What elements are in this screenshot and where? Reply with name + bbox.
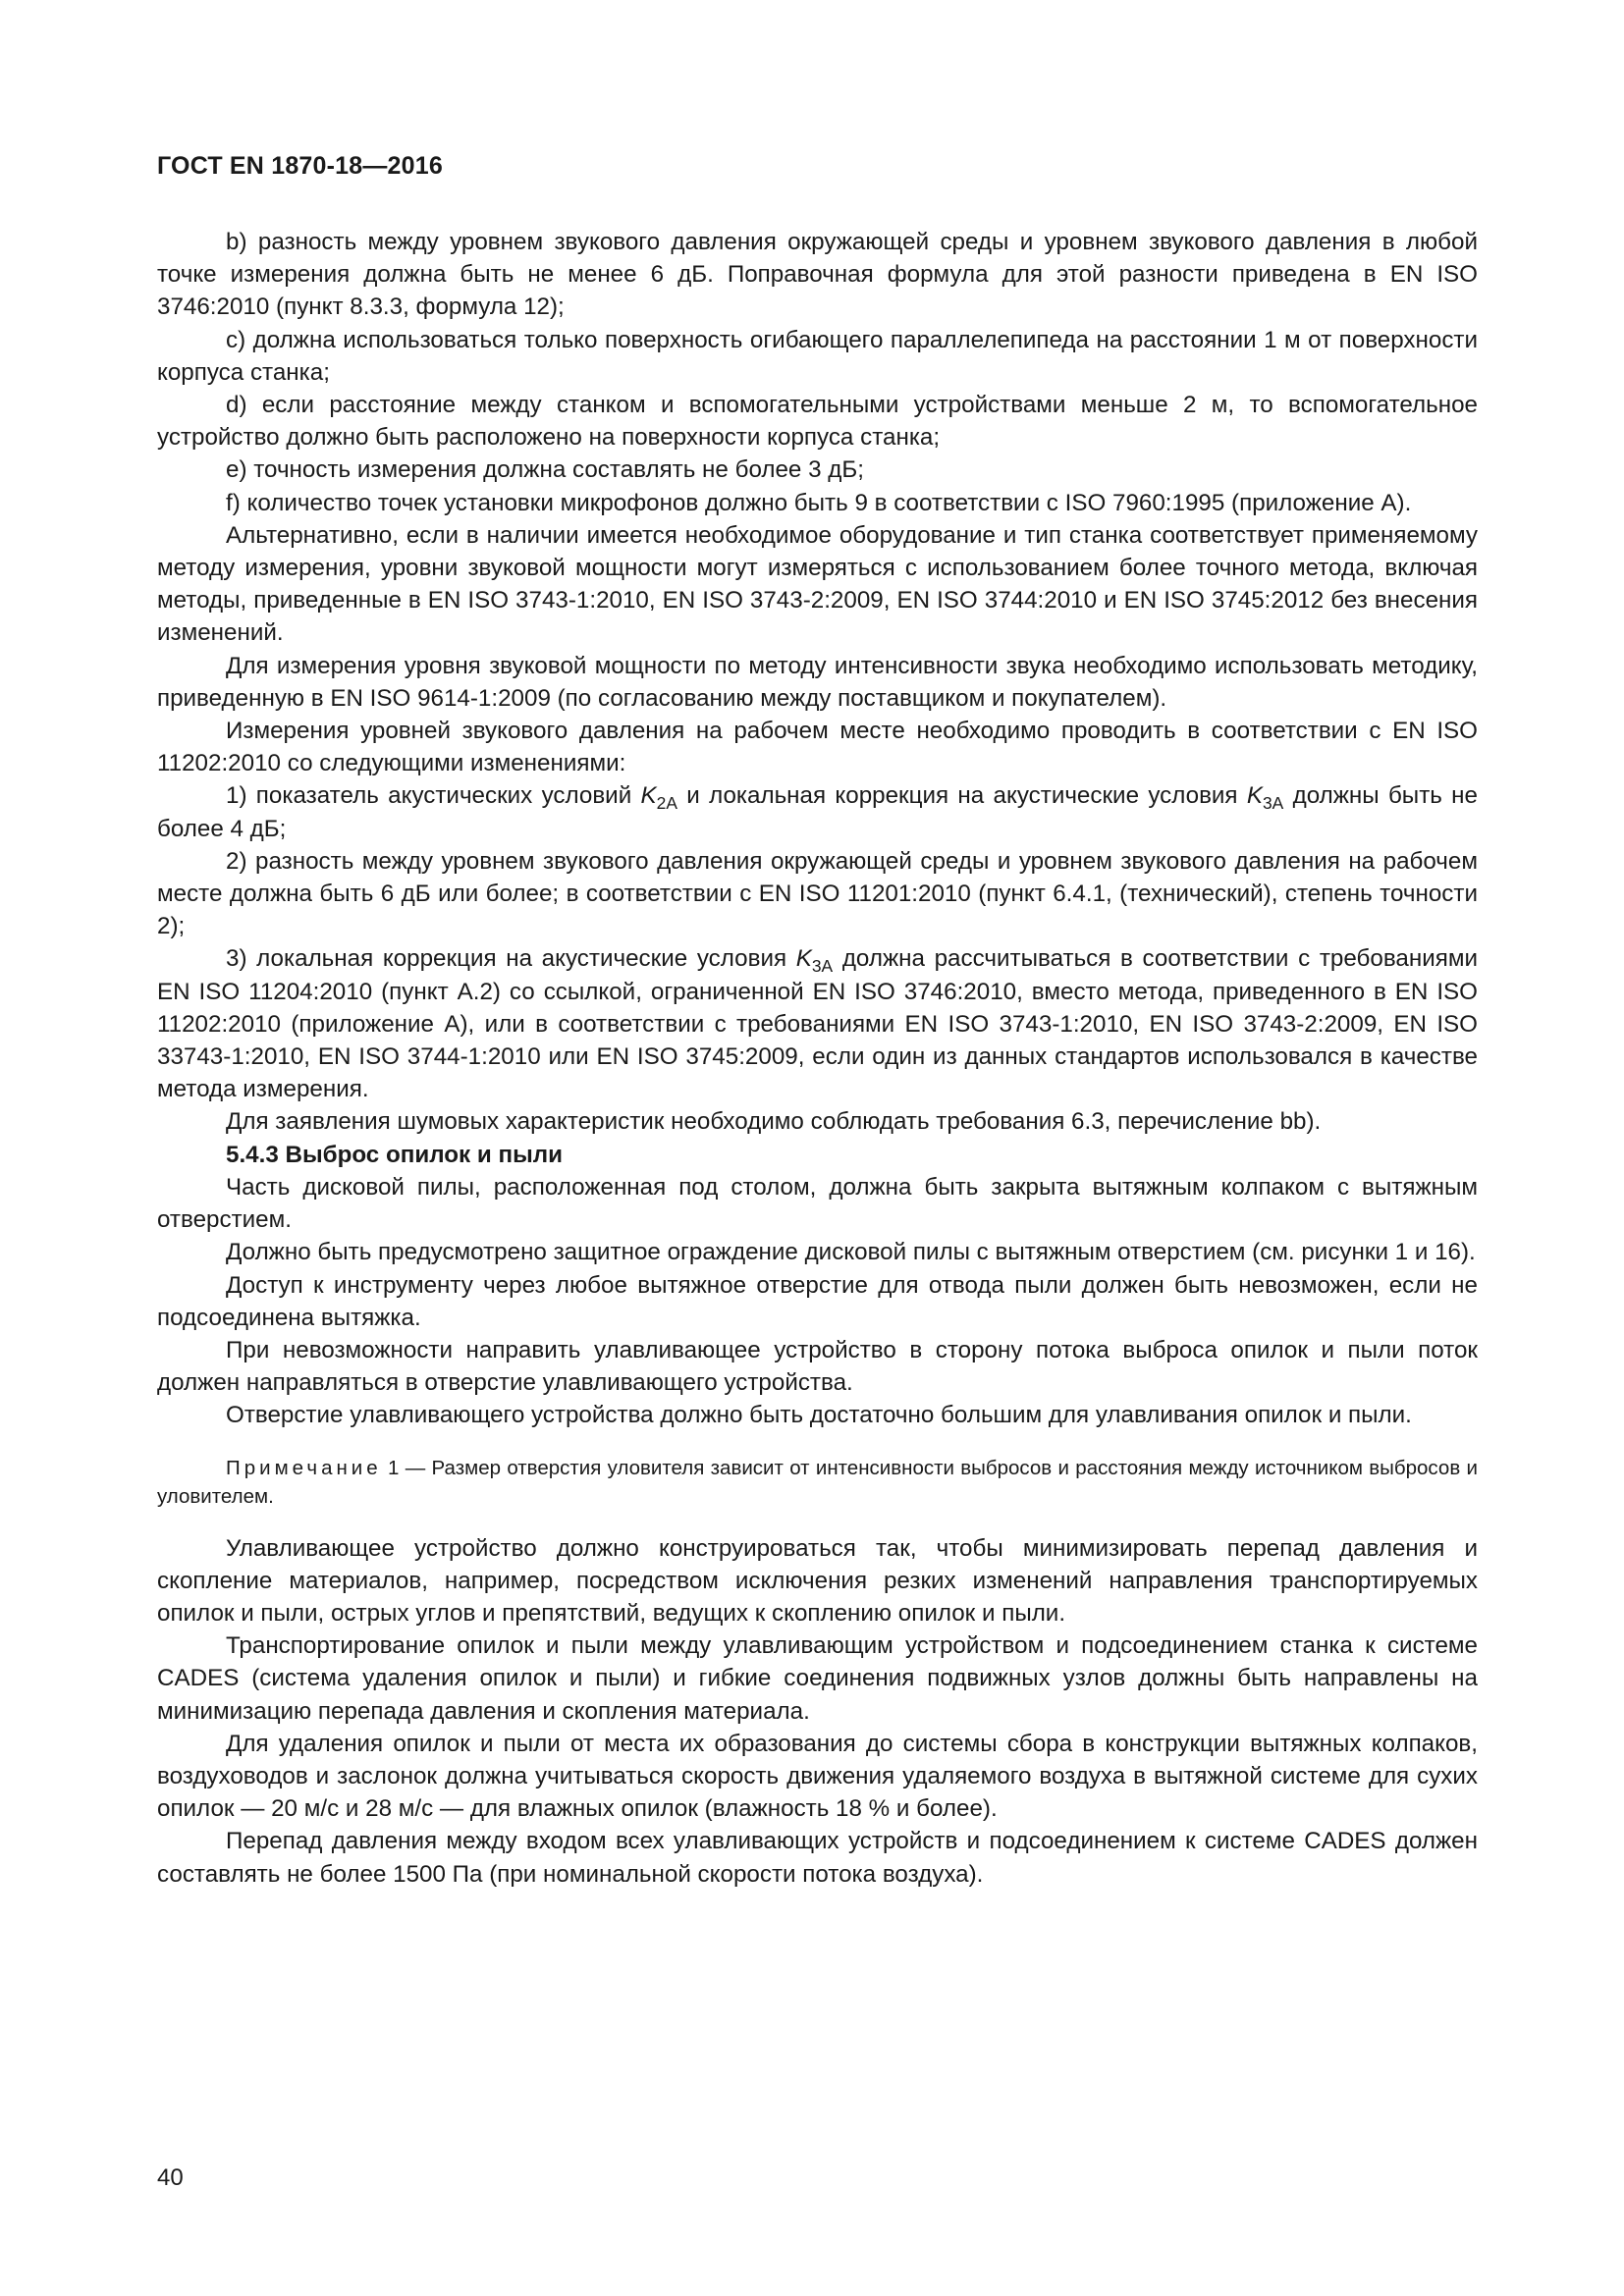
numbered-item-2: 2) разность между уровнем звукового давления окружающей среды и уровнем звукового давления на рабочем месте должна быть 6 дБ или более; в соответствии с EN ISO 11201:2010 (пункт 6.4.1, (технический), степень точности 2);	[157, 847, 1478, 940]
paragraph-opening-size: Отверстие улавливающего устройства должно быть достаточно большим для улавливания опилок и пыли.	[226, 1402, 1412, 1429]
symbol-k2a: $K_{2A}$	[640, 782, 677, 814]
paragraph-pressure-drop: Перепад давления между входом всех улавливающих устройств и подсоединением к системе CADES должен составлять не более 1500 Па (при номинальной скорости потока воздуха).	[157, 1828, 1478, 1888]
paragraph-workplace-measurement: Измерения уровней звукового давления на рабочем месте необходимо проводить в соответствии с EN ISO 11202:2010 со следующими изменениями:	[157, 718, 1478, 777]
paragraph-noise-declaration: Для заявления шумовых характеристик необходимо соблюдать требования 6.3, перечисление bb).	[226, 1108, 1322, 1136]
paragraph-hood: Часть дисковой пилы, расположенная под столом, должна быть закрыта вытяжным колпаком с вытяжным отверстием.	[157, 1173, 1478, 1234]
note-1	[157, 1454, 1478, 1511]
paragraph-device-design: Улавливающее устройство должно конструироваться так, чтобы минимизировать перепад давления и скопление материалов, например, посредством исключения резких изменений направления транспортируемых опилок и пыли, острых углов и препятствий, ведущих к скоплению опилок и пыли.	[157, 1534, 1478, 1627]
list-item-c: c) должна использоваться только поверхность огибающего параллелепипеда на расстоянии 1 м от поверхности корпуса станка;	[157, 326, 1478, 386]
list-item-e: e) точность измерения должна составлять не более 3 дБ;	[226, 456, 864, 484]
paragraph-alternative-methods: Альтернативно, если в наличии имеется необходимое оборудование и тип станка соответствует применяемому методу измерения, уровни звуковой мощности могут измеряться с использованием более точного метода, включая методы, приведенные в EN ISO 3743-1:2010, EN ISO 3743-2:2009, EN ISO 3744:2010 и EN ISO 3745:2012 без внесения изменений.	[157, 521, 1478, 647]
numbered-item-1-part-a: 1) показатель акустических условий	[226, 782, 641, 810]
paragraph-access: Доступ к инструменту через любое вытяжное отверстие для отвода пыли должен быть невозможен, если не подсоединена вытяжка.	[157, 1271, 1478, 1331]
numbered-item-1-part-c: должны быть не более 4 дБ;	[157, 782, 1478, 842]
document-body	[157, 226, 1478, 1891]
list-item-d: d) если расстояние между станком и вспомогательными устройствами меньше 2 м, то вспомогательное устройство должно быть расположено на поверхности корпуса станка;	[157, 392, 1478, 452]
note-label: Примечание	[226, 1456, 382, 1479]
numbered-item-1-part-b: и локальная коррекция на акустические условия	[677, 782, 1247, 810]
document-code-header: ГОСТ EN 1870-18—2016	[157, 152, 443, 180]
numbered-item-3	[157, 942, 1478, 1105]
paragraph-transport: Транспортирование опилок и пыли между улавливающим устройством и подсоединением станка к системе CADES (система удаления опилок и пыли) и гибкие соединения подвижных узлов должны быть направлены на минимизацию перепада давления и скопления материала.	[157, 1632, 1478, 1725]
paragraph-guard: Должно быть предусмотрено защитное ограждение дисковой пилы с вытяжным отверстием (см. рисунки 1 и 16).	[226, 1239, 1476, 1266]
symbol-k3a-2: $K_{3A}$	[795, 945, 834, 977]
numbered-item-3-part-b: должна рассчитываться в соответствии с требованиями EN ISO 11204:2010 (пункт А.2) со ссылкой, ограниченной EN ISO 3746:2010, вместо метода, приведенного в EN ISO 11202:2010 (приложение А), или в соответствии с требованиями EN ISO 3743-1:2010, EN ISO 3743-2:2009, EN ISO 33743-1:2010, EN ISO 3744-1:2010 или EN ISO 3745:2009, если один из данных стандартов использовался в качестве метода измерения.	[157, 945, 1478, 1103]
paragraph-flow-direction: При невозможности направить улавливающее устройство в сторону потока выброса опилок и пыли поток должен направляться в отверстие улавливающего устройства.	[157, 1336, 1478, 1397]
page-number: 40	[157, 2164, 184, 2191]
symbol-k3a: $K_{3A}$	[1246, 782, 1284, 814]
list-item-b: b) разность между уровнем звукового давления окружающей среды и уровнем звукового давления в любой точке измерения должна быть не менее 6 дБ. Поправочная формула для этой разности приведена в EN ISO 3746:2010 (пункт 8.3.3, формула 12);	[157, 229, 1478, 321]
section-heading-5-4-3: 5.4.3 Выброс опилок и пыли	[226, 1141, 563, 1168]
numbered-item-3-part-a: 3) локальная коррекция на акустические условия	[226, 945, 796, 973]
note-text: 1 — Размер отверстия уловителя зависит от интенсивности выбросов и расстояния между источником выбросов и уловителем.	[157, 1456, 1478, 1508]
paragraph-intensity-method: Для измерения уровня звуковой мощности по методу интенсивности звука необходимо использовать методику, приведенную в EN ISO 9614-1:2009 (по согласованию между поставщиком и покупателем).	[157, 652, 1478, 712]
list-item-f: f) количество точек установки микрофонов должно быть 9 в соответствии с ISO 7960:1995 (приложение А).	[226, 489, 1412, 516]
paragraph-air-velocity: Для удаления опилок и пыли от места их образования до системы сбора в конструкции вытяжных колпаков, воздуховодов и заслонок должна учитываться скорость движения удаляемого воздуха в вытяжной системе для сухих опилок — 20 м/с и 28 м/с — для влажных опилок (влажность 18 % и более).	[157, 1730, 1478, 1823]
numbered-item-1	[157, 779, 1478, 844]
